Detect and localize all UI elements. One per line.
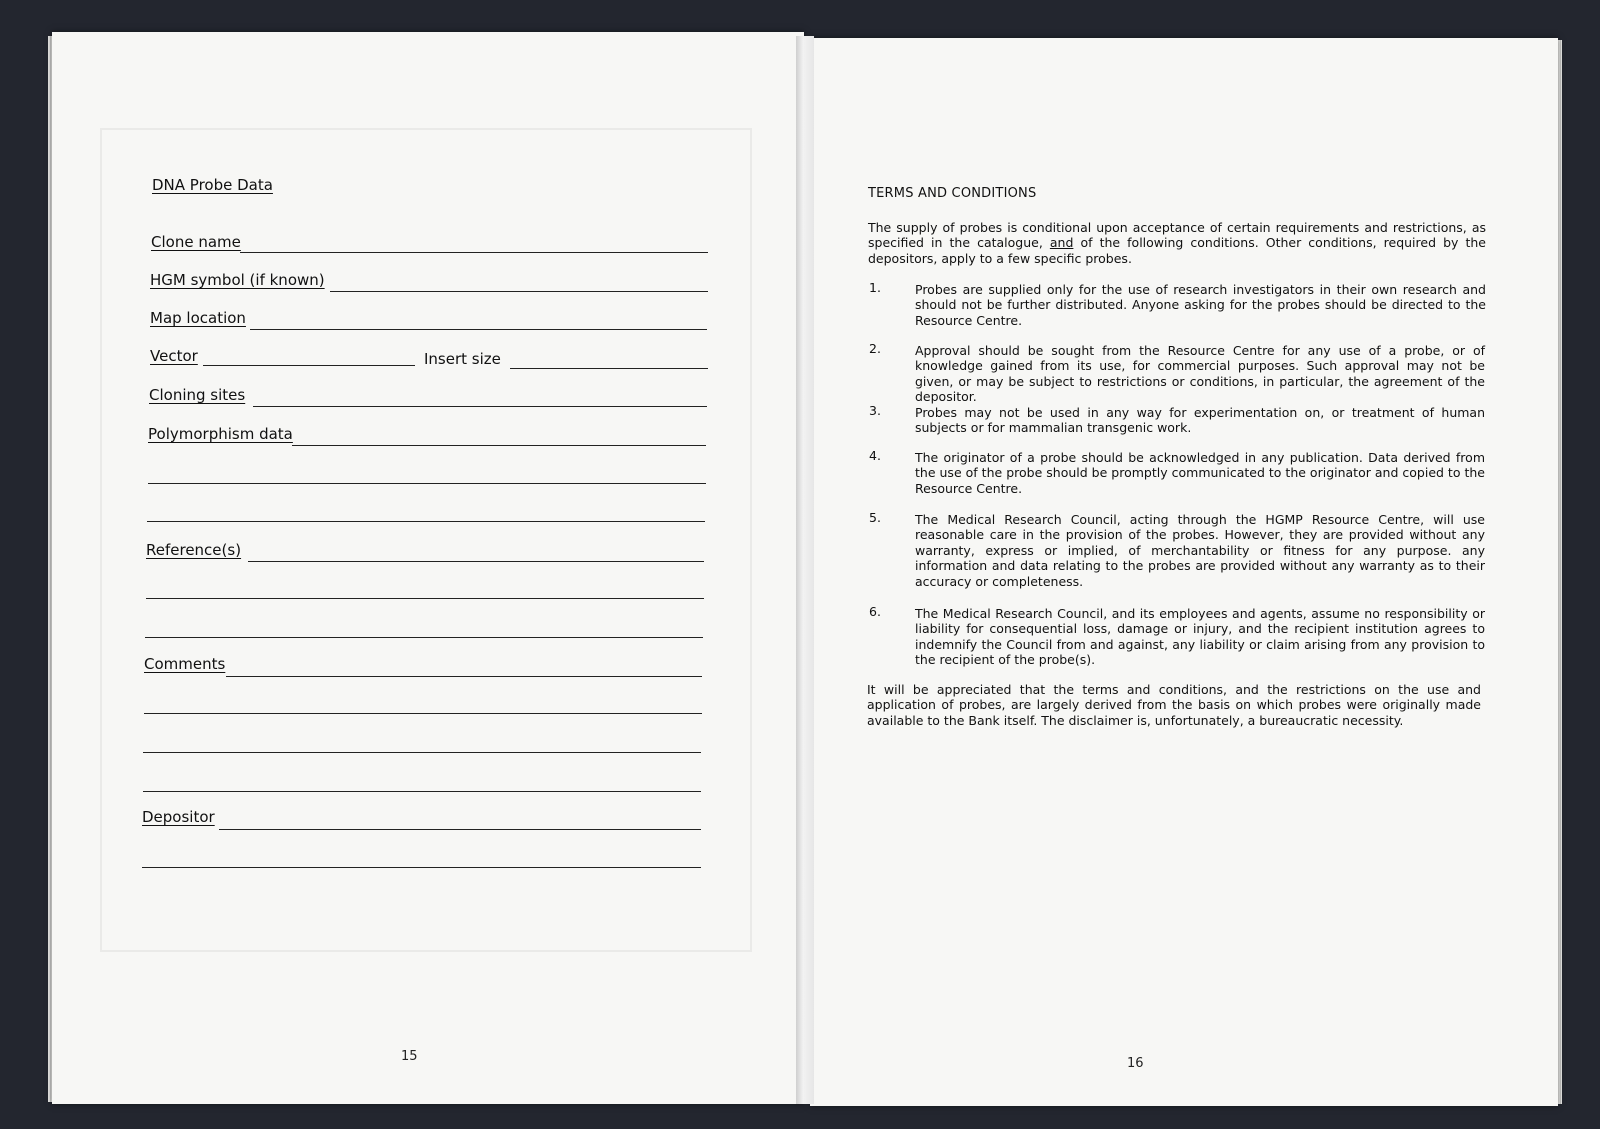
vector-label: Vector [150, 347, 198, 365]
closing-paragraph: It will be appreciated that the terms and conditions, and the restrictions on the use and application of probes, are largely derived from the basis on which probes were originally made available to the Bank itself. The disclaimer is, unfortunately, a bureaucratic necessity. [867, 682, 1481, 728]
term-1-number: 1. [869, 280, 881, 295]
clone-name-label: Clone name [151, 233, 241, 251]
term-1-text: Probes are supplied only for the use of research investigators in their own research and should not be further distributed. Anyone asking for the probes should be directed to the Resource Centre. [915, 282, 1486, 328]
intro-paragraph [868, 220, 1486, 266]
polymorphism-data-label: Polymorphism data [148, 425, 293, 443]
references-line-1[interactable] [248, 561, 704, 562]
intro-underlined-word: and [1049, 235, 1074, 251]
term-4-number: 4. [869, 448, 881, 463]
cloning-sites-label: Cloning sites [149, 386, 246, 404]
clone-name-line[interactable] [240, 252, 708, 253]
insert-size-line[interactable] [510, 368, 708, 369]
insert-size-label: Insert size [424, 350, 501, 368]
references-label: Reference(s) [146, 541, 242, 559]
term-6-number: 6. [869, 604, 881, 619]
polymorphism-data-line-2[interactable] [148, 483, 706, 484]
references-line-2[interactable] [146, 598, 704, 599]
term-5-text: The Medical Research Council, acting through the HGMP Resource Centre, will use reasonable care in the provision of the probes. However, they are provided without any warranty, express or implied, of merchantability or fitness for any purpose. any information and data relating to the probes are provided without any warranty as to their accuracy or completeness. [915, 512, 1485, 589]
term-2-text: Approval should be sought from the Resource Centre for any use of a probe, or of knowledge gained from its use, for commercial purposes. Such approval may not be given, or may be subject to restrictions or conditions, in particular, the agreement of the depositor. [915, 343, 1485, 405]
term-3-text: Probes may not be used in any way for experimentation on, or treatment of human subjects or for mammalian transgenic work. [915, 405, 1485, 436]
polymorphism-data-line-1[interactable] [292, 445, 706, 446]
book-spine [796, 36, 814, 1104]
intro-text-2: of the following conditions. Other conditions, required by the depositors, apply to a few specific probes. [868, 235, 1486, 266]
term-3-number: 3. [869, 403, 881, 418]
term-6-text: The Medical Research Council, and its employees and agents, assume no responsibility or liability for consequential loss, damage or injury, and the recipient institution agrees to indemnify the Council from and against, any liability or claim arising from any provision to the recipient of the probe(s). [915, 606, 1485, 668]
term-4-text: The originator of a probe should be acknowledged in any publication. Data derived from the use of the probe should be promptly communicated to the originator and copied to the Resource Centre. [915, 450, 1485, 496]
cloning-sites-line[interactable] [253, 406, 707, 407]
comments-line-3[interactable] [143, 752, 701, 753]
hgm-symbol-line[interactable] [330, 291, 708, 292]
map-location-label: Map location [150, 309, 246, 327]
depositor-label: Depositor [142, 808, 215, 826]
term-5-number: 5. [869, 510, 881, 525]
depositor-line-1[interactable] [219, 829, 701, 830]
references-line-3[interactable] [145, 637, 703, 638]
comments-label: Comments [144, 655, 226, 673]
comments-line-1[interactable] [226, 676, 702, 677]
term-2-number: 2. [869, 341, 881, 356]
depositor-line-2[interactable] [142, 867, 701, 868]
form-title: DNA Probe Data [152, 176, 273, 194]
vector-line[interactable] [203, 365, 415, 366]
map-location-line[interactable] [250, 329, 707, 330]
intro-text-1: The supply of probes is conditional upon acceptance of certain requirements and restrictions, as specified in the catalogue, [868, 220, 1486, 251]
terms-heading: TERMS AND CONDITIONS [868, 186, 1037, 201]
hgm-symbol-label: HGM symbol (if known) [150, 271, 325, 289]
page-number-left: 15 [401, 1049, 418, 1064]
comments-line-4[interactable] [143, 791, 701, 792]
polymorphism-data-line-3[interactable] [147, 521, 705, 522]
page-number-right: 16 [1127, 1056, 1144, 1071]
comments-line-2[interactable] [144, 713, 702, 714]
